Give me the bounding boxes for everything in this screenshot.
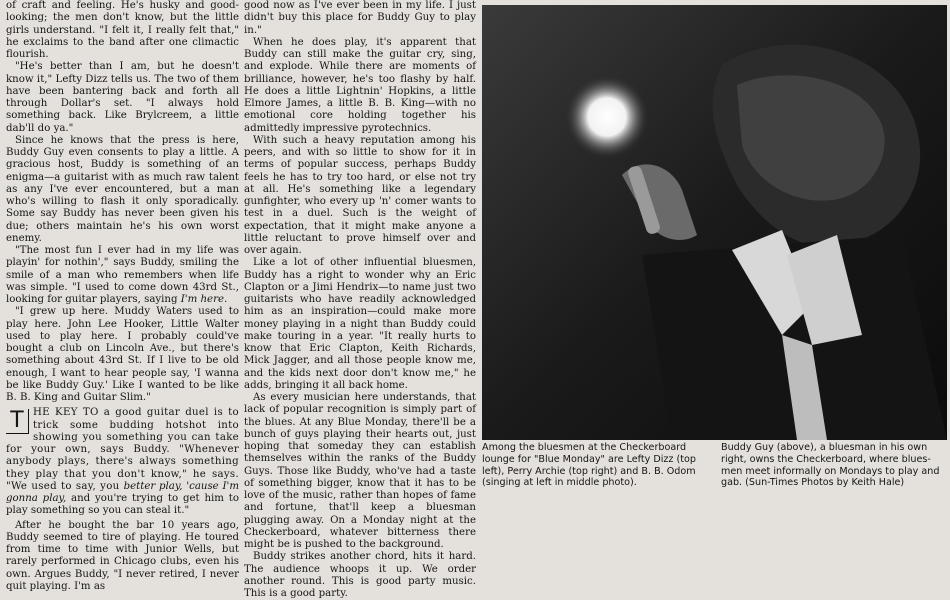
paragraph: Since he knows that the press is here, Buddy Guy even consents to play a little. A gracious host, Buddy is something of an enigma—a guitarist with as much raw talent as any I've ever encountered, but a man who's willing to flash it only sporadically. Some say Buddy has never been given his due; others maintain he's his own worst enemy. [6,134,239,244]
photo-buddy-guy [482,5,947,440]
photo-caption [482,442,947,506]
paragraph: "He's better than I am, but he doesn't know it," Lefty Dizz tells us. The two of them have been bantering back and forth all through Dollar's set. "I always hold something back. Like Brylcreem, a little dab'll do ya." [6,61,239,134]
article-column-2 [244,0,476,600]
paragraph: of craft and feeling. He's husky and good-looking; the men don't know, but the little girls understand. "I felt it, I really felt that," he exclaims to the band after one climactic flourish. [6,0,239,60]
text-run: HE KEY TO a good guitar duel is to trick some budding hotshot into showing you something you can take for your own, says Buddy. "Whenever anybody plays, there's always something they play that you don't know," he says. "We used to say, you [6,407,239,492]
paragraph: Buddy strikes another chord, hits it hard. The audience whoops it up. We order another round. This is good party music. This is a good party. [244,551,476,599]
caption-right: Buddy Guy (above), a bluesman in his own right, owns the Checkerboard, where blues-men meet informally on Mondays to play and gab. (Sun-Times Photos by Keith Hale) [721,442,940,489]
paragraph: When he does play, it's apparent that Buddy can still make the guitar cry, sing, and explode. While there are moments of brilliance, however, he's too flashy by half. He does a little Lightnin' Hopkins, a little Elmore James, a little B. B. King—with no emotional core holding together his admittedly impressive pyrotechnics. [244,36,476,134]
text-run: "The most fun I ever had in my life was playin' for nothin'," says Buddy, smiling the smile of a man who remembers when life was simple. "I used to come down 43rd St., looking for guitar players, saying [6,245,239,305]
paragraph-with-dropcap [6,407,239,517]
paragraph: After he bought the bar 10 years ago, Buddy seemed to tire of playing. He toured from time to time with Junior Wells, but rarely performed in Chicago clubs, even his own. Argues Buddy, "I never retired, I never quit playing. I'm as [6,519,239,592]
paragraph: good now as I've ever been in my life. I just didn't buy this place for Buddy Guy to play in." [244,0,476,36]
paragraph: "I grew up here. Muddy Waters used to play here. John Lee Hooker, Little Walter used to play here. I probably could've bought a club on Lincoln Ave., but there's something about 43rd St. If I live to be old enough, I want to hear people say, 'I wanna be like Buddy Guy.' Like I wanted to be like B. B. King and Guitar Slim." [6,306,239,403]
paragraph: As every musician here understands, that lack of popular recognition is simply part of the blues. At any Blue Monday, there'll be a bunch of guys playing their hearts out, just hoping that someday they can establish themselves within the ranks of the Buddy Guys. Those like Buddy, who've had a taste of something bigger, know that it has to be love of the music, rather than hopes of fame and fortune, that'll keep a bluesman plugging away. On a Monday night at the Checkerboard, whatever bitterness there might be is pushed to the background. [244,392,476,550]
article-column-1 [6,0,239,593]
italic-text: better play, 'cause I'm gonna play, [6,480,239,504]
paragraph: Like a lot of other influential bluesmen, Buddy has a right to wonder why an Eric Clapton or a Jimi Hendrix—to name just two guitarists who have readily acknowledged him as an inspiration—could make more money playing in a night than Buddy could make touring in a year. "It really hurts to know that Eric Clapton, Keith Richards, Mick Jagger, and all those people know me, and the kids next door don't know me," he adds, bringing it all back home. [244,257,476,391]
stage-light [565,75,649,159]
paragraph [6,245,239,306]
paragraph: With such a heavy reputation among his peers, and with so little to show for it in terms of popular success, perhaps Buddy feels he has to try too hard, or else not try at all. He's something like a legendary gunfighter, who every up 'n' comer wants to test in a duel. Such is the weight of expectation, that it might make anyone a little reluctant to prove himself over and over again. [244,134,476,256]
drop-cap: T [6,409,29,434]
caption-left: Among the bluesmen at the Checkerboard lounge for "Blue Monday" are Lefty Dizz (top left), Perry Archie (top right) and B. B. Odom (singing at left in middle photo). [482,442,696,489]
photo-illustration [482,5,947,440]
italic-text: I'm here. [180,294,228,305]
text-run: and you're trying to get him to play something so you can steal it." [6,493,239,517]
